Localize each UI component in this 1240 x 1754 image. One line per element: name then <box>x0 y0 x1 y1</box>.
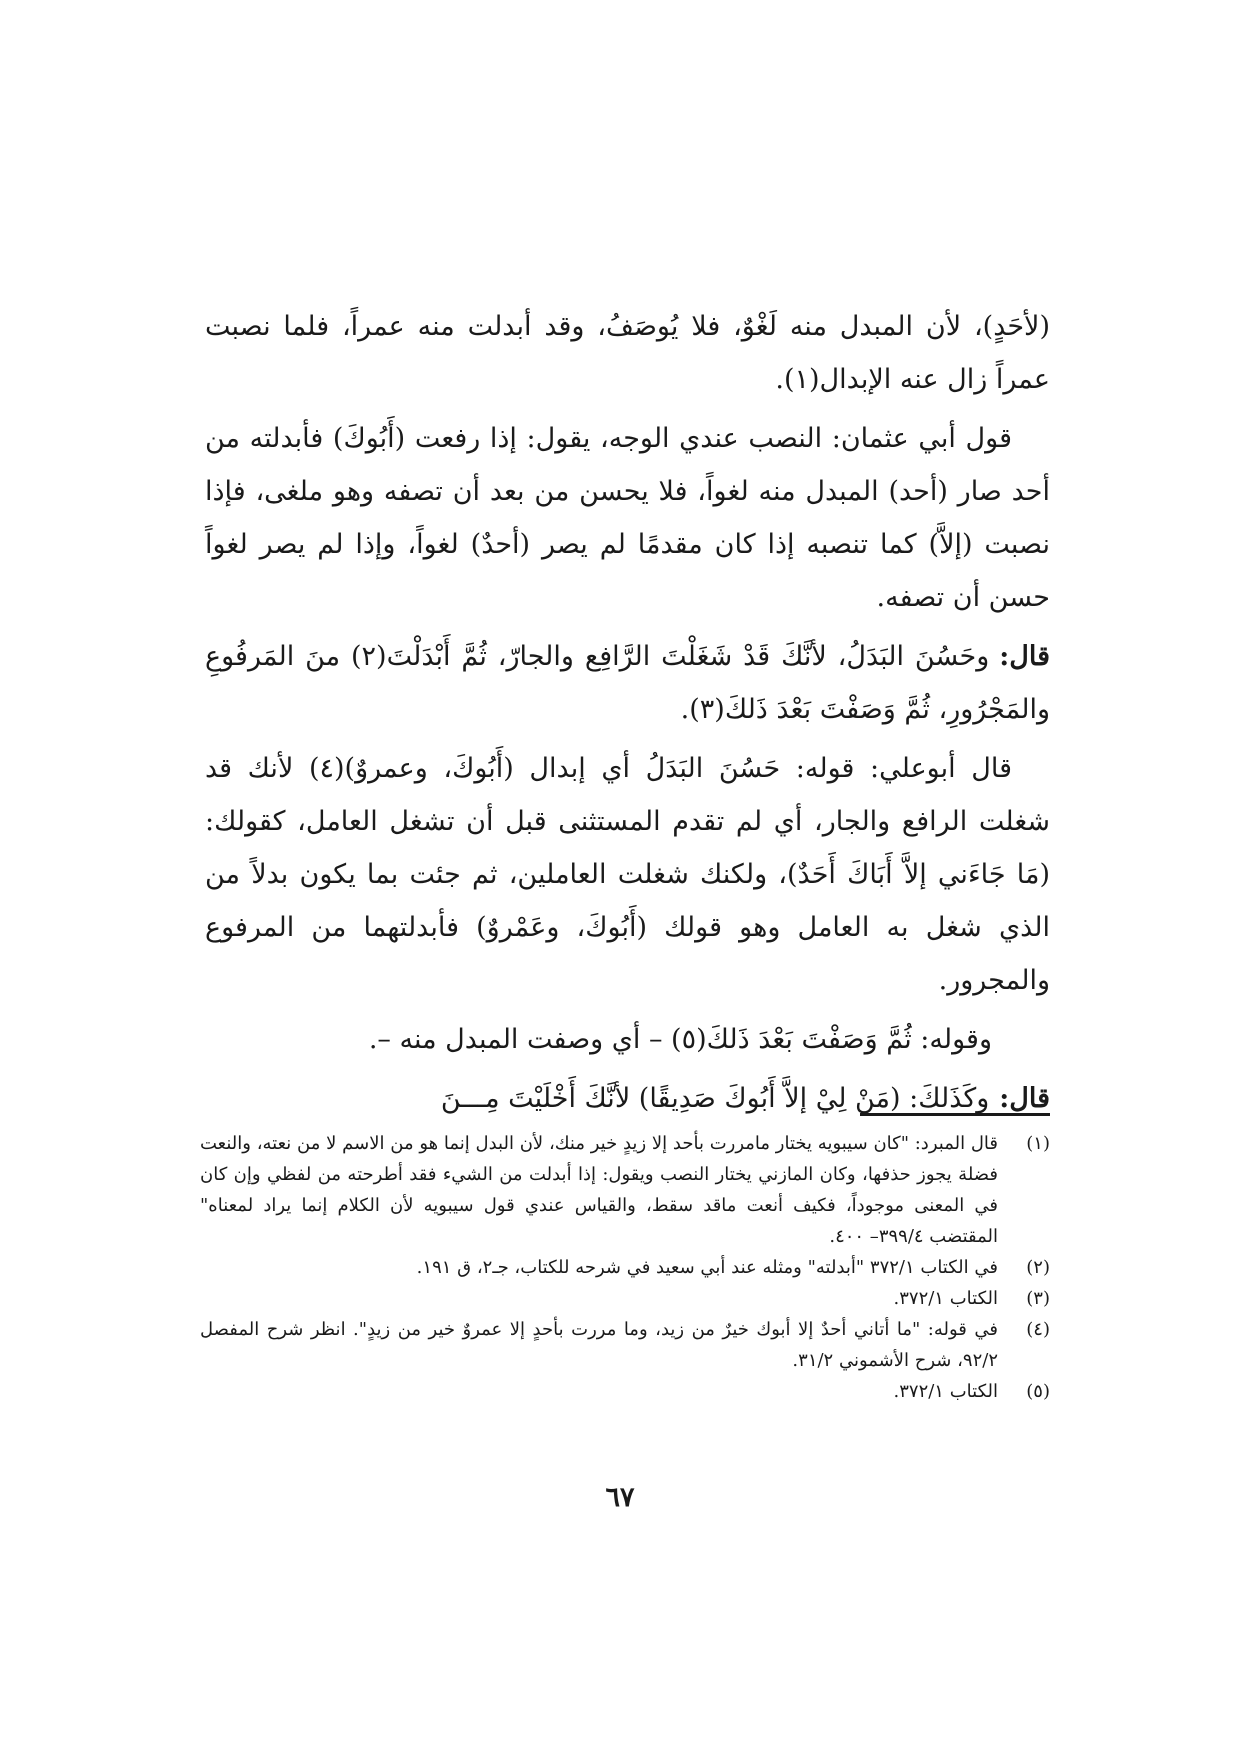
paragraph-6-text: وكَذَلكَ: (مَنْ لِيْ إلاَّ أَبُوكَ صَدِيقًا) لأنَّكَ أَخْلَيْتَ مِـــنَ <box>440 1083 990 1114</box>
footnote <box>200 1283 1050 1314</box>
qal-label: قال: <box>999 1083 1050 1114</box>
paragraph-5: وقوله: ثُمَّ وَصَفْتَ بَعْدَ ذَلكَ(٥) – أي وصفت المبدل منه –. <box>368 1024 992 1055</box>
footnote <box>200 1252 1050 1283</box>
footnote-text: الكتاب ٣٧٢/١. <box>893 1288 998 1309</box>
paragraph-1: (لأحَدٍ)، لأن المبدل منه لَغْوٌ، فلا يُوصَفُ، وقد أبدلت منه عمراً، فلما نصبت عمراً زال عنه الإبدال(١). <box>205 311 1050 395</box>
footnote <box>200 1128 1050 1252</box>
paragraph-4: قال أبوعلي: قوله: حَسُنَ البَدَلُ أي إبدال (أَبُوكَ، وعمروٌ)(٤) لأنك قد شغلت الرافع والجار، أي لم تقدم المستثنى قبل أن تشغل العامل، كقولك: (مَا جَاءَني إلاَّ أَبَاكَ أَحَدٌ)، ولكنك شغلت العاملين، ثم جئت بما يكون بدلاً من الذي شغل به العامل وهو قولك (أَبُوكَ، وعَمْروٌ) فأبدلتهما من المرفوع والمجرور. <box>205 753 1050 996</box>
footnote-number: (١) <box>1026 1133 1050 1154</box>
paragraph-6 <box>205 1072 1050 1125</box>
footnote <box>200 1376 1050 1407</box>
qal-label: قال: <box>999 641 1050 672</box>
footnotes <box>200 1128 1050 1407</box>
footnote-number: (٤) <box>1026 1319 1050 1340</box>
footnote-number: (٥) <box>1026 1381 1050 1402</box>
footnote-text: في الكتاب ٣٧٢/١ "أبدلته" ومثله عند أبي سعيد في شرحه للكتاب، جـ٢، ق ١٩١. <box>416 1257 998 1278</box>
footnote-number: (٣) <box>1026 1288 1050 1309</box>
main-text-body <box>205 300 1050 1131</box>
footnote-text: قال المبرد: "كان سيبويه يختار مامررت بأحد إلا زيدٍ خير منك، لأن البدل إنما هو من الاسم لا من نعته، والنعت فضلة يجوز حذفها، وكان المازني يختار النصب ويقول: إذا أبدلت من الشيء فقد أطرحته من لفظي وإن كان في المعنى موجوداً، فكيف أنعت ماقد سقط، والقياس عندي قول سيبويه لأن الكلام إنما يراد لمعناه" المقتضب ٣٩٩/٤– ٤٠٠. <box>200 1133 998 1247</box>
footnote-text: الكتاب ٣٧٢/١. <box>893 1381 998 1402</box>
footnote-divider <box>860 1113 1050 1116</box>
footnote-number: (٢) <box>1026 1257 1050 1278</box>
footnote-text: في قوله: "ما أتاني أحدٌ إلا أبوك خيرٌ من زيد، وما مررت بأحدٍ إلا عمروٌ خير من زيدٍ". انظر شرح المفصل ٩٢/٢، شرح الأشموني ٣١/٢. <box>200 1319 998 1371</box>
footnote <box>200 1314 1050 1376</box>
paragraph-3-text: وحَسُنَ البَدَلُ، لأنَّكَ قَدْ شَغَلْتَ الرَّافِع والجارّ، ثُمَّ أَبْدَلْتَ(٢) منَ المَرفُوعِ والمَجْرُورِ، ثُمَّ وَصَفْتَ بَعْدَ ذَلكَ(٣). <box>205 641 1050 725</box>
paragraph-2: قول أبي عثمان: النصب عندي الوجه، يقول: إذا رفعت (أَبُوكَ) فأبدلته من أحد صار (أحد) المبدل منه لغواً، فلا يحسن من بعد أن تصفه وهو ملغى، فإذا نصبت (إلاَّ) كما تنصبه إذا كان مقدمًا لم يصر (أحدٌ) لغواً، وإذا لم يصر لغواً حسن أن تصفه. <box>205 423 1050 613</box>
page-number: ٦٧ <box>605 1482 635 1513</box>
paragraph-3 <box>205 630 1050 736</box>
